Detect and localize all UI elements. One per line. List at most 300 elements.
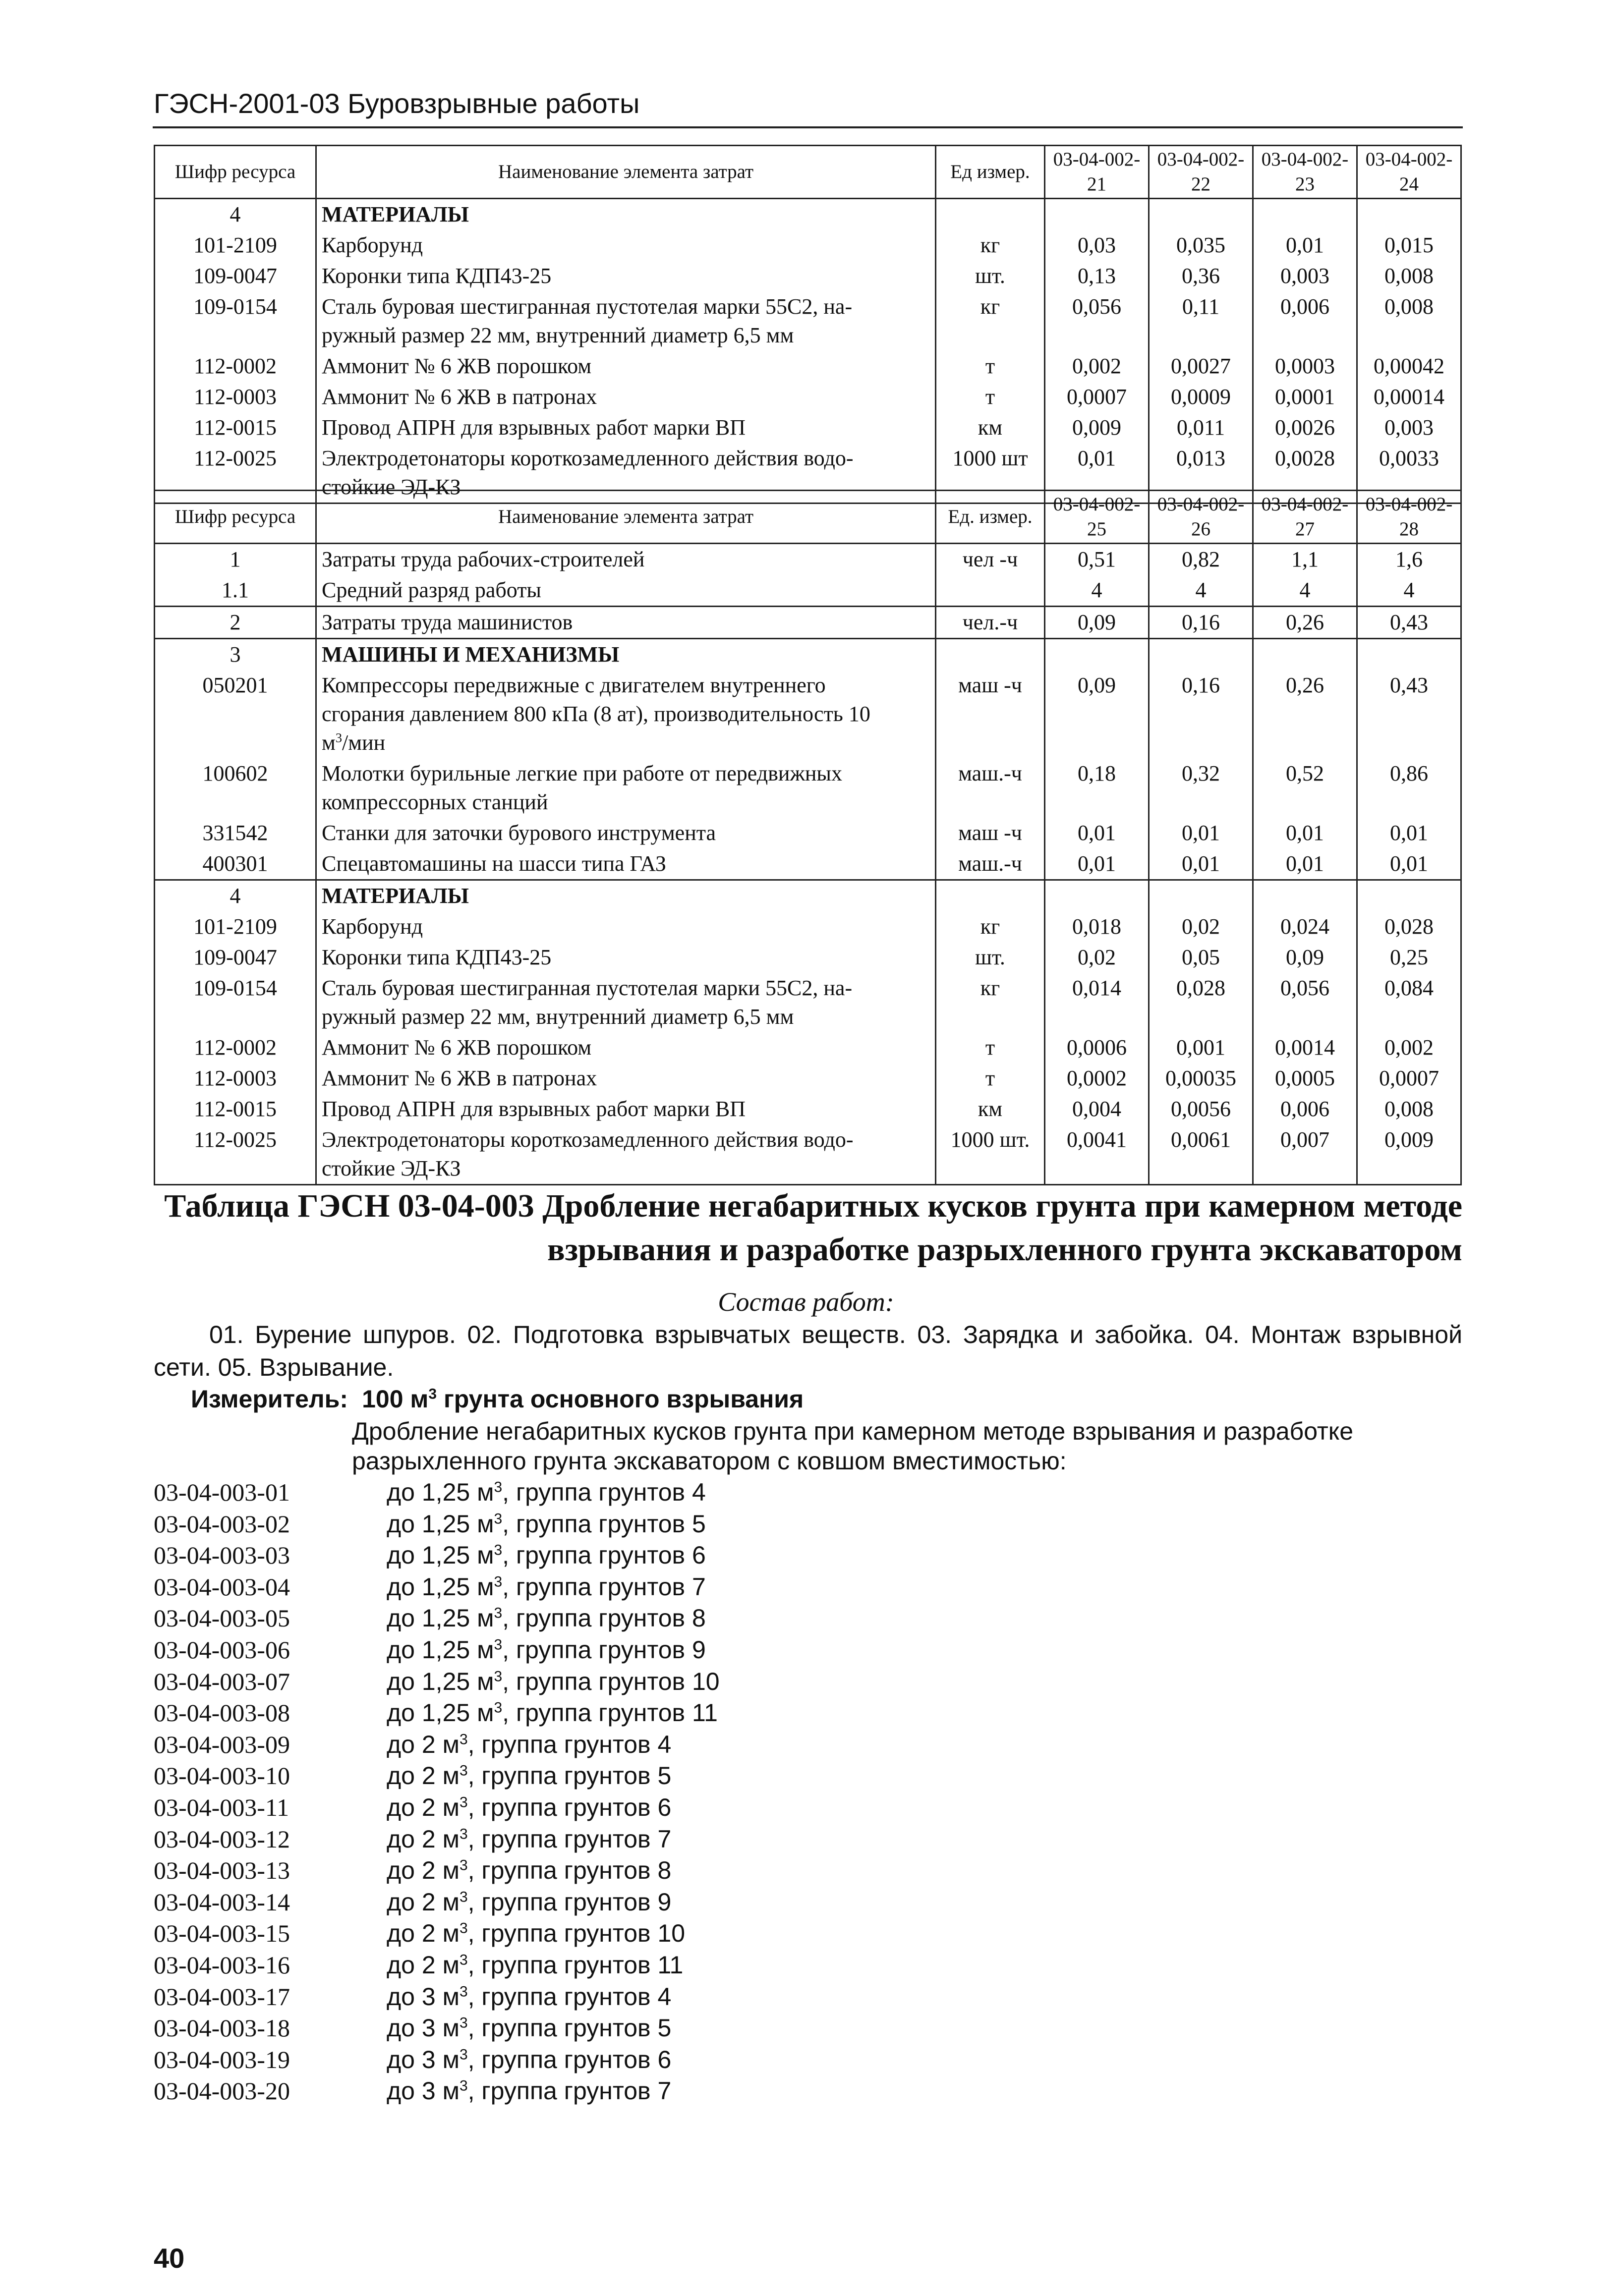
item-description: [387, 1573, 706, 1601]
list-item: [154, 1697, 720, 1729]
table-row: [155, 230, 1461, 261]
resource-code: 109-0154: [155, 973, 316, 1032]
norm-value: 0,013: [1149, 443, 1253, 504]
norm-value: 0,0002: [1045, 1063, 1149, 1094]
norm-value: 0,0001: [1253, 382, 1357, 412]
norm-value: 0,002: [1045, 351, 1149, 382]
norm-value: 0,26: [1253, 670, 1357, 758]
superscript: 3: [459, 2077, 468, 2094]
item-description: [387, 2046, 671, 2073]
item-description-part: до 3 м: [387, 2045, 460, 2073]
section-code: 3: [155, 639, 316, 671]
item-description: [387, 1478, 706, 1506]
norm-value: 0,00014: [1357, 382, 1461, 412]
resource-unit: маш -ч: [936, 670, 1045, 758]
table-row: [155, 973, 1461, 1032]
resource-name-line: сгорания давлением 800 кПа (8 ат), производительность 10: [322, 702, 870, 726]
section-row: [155, 639, 1461, 671]
resource-unit: маш -ч: [936, 818, 1045, 848]
norm-value: 0,01: [1357, 818, 1461, 848]
norm-value: 0,00042: [1357, 351, 1461, 382]
table-row: [155, 942, 1461, 973]
table-row: [155, 1032, 1461, 1063]
resource-name: Коронки типа КДП43-25: [316, 261, 936, 291]
norm-value: 0,015: [1357, 230, 1461, 261]
list-item: [154, 2013, 720, 2044]
item-description-part: , группа грунтов 11: [502, 1699, 718, 1727]
item-description: [387, 1636, 706, 1664]
item-code: 03-04-003-05: [154, 1604, 290, 1632]
norm-value: 0,03: [1045, 230, 1149, 261]
item-description: [387, 2077, 671, 2105]
resource-name: Провод АПРН для взрывных работ марки ВП: [316, 1094, 936, 1124]
superscript: 3: [494, 1542, 503, 1559]
resource-name-line: Сталь буровая шестигранная пустотелая марки 55С2, на-: [322, 294, 853, 319]
norm-items-list: [154, 1477, 720, 2107]
item-code: 03-04-003-18: [154, 2014, 290, 2042]
item-description-part: до 2 м: [387, 1762, 460, 1790]
norm-value: 0,01: [1253, 818, 1357, 848]
norm-value: 0,01: [1045, 848, 1149, 880]
table-title-line: взрывания и разработке разрыхленного грунта экскаватором: [547, 1232, 1462, 1268]
item-description: [387, 1983, 671, 2011]
table-row: [155, 382, 1461, 412]
col-header-name: Наименование элемента затрат: [316, 146, 936, 199]
resource-name: [316, 1124, 936, 1185]
item-description-part: до 1,25 м: [387, 1572, 494, 1601]
norm-value: 0,0061: [1149, 1124, 1253, 1185]
list-item: [154, 1634, 720, 1666]
norm-value: 0,36: [1149, 261, 1253, 291]
resource-code: 109-0154: [155, 291, 316, 351]
superscript: 3: [459, 1794, 468, 1811]
resource-code: 109-0047: [155, 261, 316, 291]
norm-value: 0,26: [1253, 607, 1357, 639]
norm-value: 0,003: [1253, 261, 1357, 291]
list-item: [154, 1824, 720, 1855]
item-description-part: до 1,25 м: [387, 1541, 494, 1569]
item-description-part: до 3 м: [387, 2014, 460, 2042]
norm-value: 0,0003: [1253, 351, 1357, 382]
resource-name: [316, 291, 936, 351]
norm-value: 0,002: [1357, 1032, 1461, 1063]
norm-value: 0,09: [1045, 670, 1149, 758]
norm-value: 0,001: [1149, 1032, 1253, 1063]
norm-value: 0,035: [1149, 230, 1253, 261]
superscript: 3: [459, 1857, 468, 1874]
item-code: 03-04-003-08: [154, 1699, 290, 1727]
norm-value: 0,11: [1149, 291, 1253, 351]
resource-name-line: Электродетонаторы короткозамедленного действия водо-: [322, 446, 854, 470]
norm-value: 0,0033: [1357, 443, 1461, 504]
norm-value: 4: [1357, 575, 1461, 607]
header-rule: [153, 126, 1463, 128]
item-code: 03-04-003-03: [154, 1541, 290, 1569]
resource-name: Станки для заточки бурового инструмента: [316, 818, 936, 848]
norm-value: 0,056: [1045, 291, 1149, 351]
resource-code: 112-0015: [155, 1094, 316, 1124]
norm-value: 0,01: [1045, 818, 1149, 848]
list-item: [154, 1729, 720, 1761]
item-description-part: , группа грунтов 9: [502, 1635, 706, 1664]
item-code: 03-04-003-14: [154, 1888, 290, 1916]
resource-name-line: Компрессоры передвижные с двигателем внутреннего: [322, 673, 826, 697]
composition-heading: Состав работ:: [718, 1287, 894, 1317]
norm-value: 0,09: [1253, 942, 1357, 973]
table-row: [155, 758, 1461, 818]
superscript: 3: [459, 1920, 468, 1937]
table-title: [154, 1184, 1462, 1272]
item-description-part: до 3 м: [387, 2077, 460, 2105]
item-description: [387, 1604, 706, 1632]
item-description-part: , группа грунтов 11: [467, 1951, 684, 1979]
norm-value: 4: [1253, 575, 1357, 607]
meter-value: [362, 1385, 804, 1413]
norm-value: 0,028: [1357, 911, 1461, 942]
norm-value: 0,006: [1253, 1094, 1357, 1124]
resource-unit: маш.-ч: [936, 758, 1045, 818]
superscript: 3: [494, 1510, 503, 1527]
col-header-norm: 03-04-002-22: [1149, 146, 1253, 199]
item-code: 03-04-003-04: [154, 1572, 290, 1601]
resource-name-line: стойкие ЭД-КЗ: [322, 1156, 461, 1180]
resource-unit: шт.: [936, 942, 1045, 973]
norm-value: 0,009: [1045, 412, 1149, 443]
resource-code: 101-2109: [155, 911, 316, 942]
list-item: [154, 1571, 720, 1603]
norm-value: 0,0028: [1253, 443, 1357, 504]
norm-value: 0,028: [1149, 973, 1253, 1032]
norm-value: 4: [1149, 575, 1253, 607]
item-code: 03-04-003-16: [154, 1951, 290, 1979]
item-description: [387, 1793, 671, 1821]
item-description-part: до 2 м: [387, 1825, 460, 1853]
norm-value: 0,01: [1253, 848, 1357, 880]
norm-value: 0,51: [1045, 544, 1149, 575]
item-description-part: , группа грунтов 4: [502, 1478, 706, 1506]
intro-text: Дробление негабаритных кусков грунта при камерном методе взрывания и разработке разрыхленного грунта экскаватором с ковшом вместимостью:: [352, 1417, 1354, 1475]
superscript: 3: [459, 1825, 468, 1842]
list-item: [154, 2044, 720, 2076]
col-header-norm: 03-04-002-21: [1045, 146, 1149, 199]
table-row: [155, 575, 1461, 607]
item-code: 03-04-003-20: [154, 2077, 290, 2105]
item-description-part: , группа грунтов 7: [502, 1572, 706, 1601]
item-description-part: до 2 м: [387, 1856, 460, 1885]
item-code: 03-04-003-10: [154, 1762, 290, 1790]
table-row: [155, 818, 1461, 848]
resource-name-line: стойкие ЭД-КЗ: [322, 475, 461, 499]
item-description-part: до 1,25 м: [387, 1604, 494, 1632]
section-row: [155, 880, 1461, 912]
norm-value: 0,0027: [1149, 351, 1253, 382]
col-header-code: Шифр ресурса: [155, 146, 316, 199]
superscript: 3: [459, 2015, 468, 2031]
norm-value: 0,01: [1149, 848, 1253, 880]
resource-code: 050201: [155, 670, 316, 758]
norm-value: 0,82: [1149, 544, 1253, 575]
superscript: 3: [494, 1636, 503, 1653]
item-description-part: до 3 м: [387, 1982, 460, 2011]
col-header-norm: 03-04-002-27: [1253, 491, 1357, 544]
norm-value: 0,0006: [1045, 1032, 1149, 1063]
resource-code: 2: [155, 607, 316, 639]
item-description-part: до 2 м: [387, 1888, 460, 1916]
item-description: [387, 1825, 671, 1853]
resource-name: Аммонит № 6 ЖВ в патронах: [316, 382, 936, 412]
col-header-unit: Ед. измер.: [936, 491, 1045, 544]
superscript: 3: [459, 2046, 468, 2063]
col-header-norm: 03-04-002-26: [1149, 491, 1253, 544]
norm-value: 0,16: [1149, 670, 1253, 758]
item-description-part: , группа грунтов 7: [467, 2077, 672, 2105]
table-row: [155, 911, 1461, 942]
item-description-part: до 2 м: [387, 1730, 460, 1758]
item-description-part: , группа грунтов 6: [467, 1793, 672, 1821]
list-item: [154, 1950, 720, 1981]
norm-value: 0,0009: [1149, 382, 1253, 412]
norm-value: 0,008: [1357, 261, 1461, 291]
superscript: 3: [459, 1731, 468, 1748]
resource-name: [316, 758, 936, 818]
superscript: 3: [494, 1668, 503, 1684]
section-code: 4: [155, 199, 316, 230]
resource-code: 112-0002: [155, 1032, 316, 1063]
running-head: ГЭСН-2001-03 Буровзрывные работы: [154, 88, 640, 119]
resource-unit: т: [936, 382, 1045, 412]
resource-name: Аммонит № 6 ЖВ порошком: [316, 351, 936, 382]
norm-value: 0,01: [1149, 818, 1253, 848]
item-description-part: , группа грунтов 8: [467, 1856, 672, 1885]
item-description-part: до 2 м: [387, 1919, 460, 1948]
norm-value: 0,43: [1357, 607, 1461, 639]
meter-value-part: грунта основного взрывания: [437, 1385, 804, 1413]
resource-name: Затраты труда машинистов: [316, 607, 936, 639]
superscript: 3: [459, 1983, 468, 2000]
meter-value-part: 100 м: [362, 1385, 429, 1413]
table-header-row: [155, 491, 1461, 544]
section-row: [155, 199, 1461, 230]
resource-code: 112-0025: [155, 1124, 316, 1185]
norm-value: 1,1: [1253, 544, 1357, 575]
item-description-part: до 2 м: [387, 1951, 460, 1979]
resource-unit: чел -ч: [936, 544, 1045, 575]
norm-value: 0,018: [1045, 911, 1149, 942]
item-description: [387, 1510, 706, 1538]
item-description: [387, 1951, 683, 1979]
item-description: [387, 1762, 671, 1790]
page-number: 40: [154, 2242, 185, 2274]
table-row: [155, 607, 1461, 639]
resource-code: 112-0025: [155, 443, 316, 504]
item-description-part: до 1,25 м: [387, 1699, 494, 1727]
section-code: 4: [155, 880, 316, 912]
item-code: 03-04-003-13: [154, 1856, 290, 1885]
resource-unit: кг: [936, 230, 1045, 261]
table-row: [155, 291, 1461, 351]
norm-value: 0,004: [1045, 1094, 1149, 1124]
resource-name-line: Сталь буровая шестигранная пустотелая марки 55С2, на-: [322, 976, 853, 1000]
table-row: [155, 351, 1461, 382]
item-description-part: до 1,25 м: [387, 1667, 494, 1695]
norm-value: 1,6: [1357, 544, 1461, 575]
resource-code: 112-0003: [155, 1063, 316, 1094]
resource-unit: кг: [936, 973, 1045, 1032]
resource-name-line: компрессорных станций: [322, 790, 548, 814]
resource-code: 100602: [155, 758, 316, 818]
col-header-unit: Ед измер.: [936, 146, 1045, 199]
norm-value: 0,009: [1357, 1124, 1461, 1185]
resource-unit: маш.-ч: [936, 848, 1045, 880]
norm-value: 0,0026: [1253, 412, 1357, 443]
norm-value: 0,52: [1253, 758, 1357, 818]
meter-line: [191, 1385, 804, 1413]
item-description-part: , группа грунтов 5: [502, 1510, 706, 1538]
resource-unit: 1000 шт: [936, 443, 1045, 504]
norm-value: 0,0007: [1357, 1063, 1461, 1094]
norm-value: 0,003: [1357, 412, 1461, 443]
item-description-part: , группа грунтов 7: [467, 1825, 672, 1853]
resource-table-2: [154, 490, 1462, 1185]
resource-name: [316, 670, 936, 758]
resource-unit: [936, 575, 1045, 607]
resource-name: Провод АПРН для взрывных работ марки ВП: [316, 412, 936, 443]
resource-code: 331542: [155, 818, 316, 848]
resource-unit: т: [936, 1063, 1045, 1094]
superscript: 3: [428, 1386, 437, 1402]
resource-name-line: Молотки бурильные легкие при работе от передвижных: [322, 761, 842, 785]
item-description-part: , группа грунтов 4: [467, 1982, 672, 2011]
norm-value: 0,01: [1357, 848, 1461, 880]
resource-code: 112-0015: [155, 412, 316, 443]
norm-value: 0,02: [1045, 942, 1149, 973]
resource-unit: шт.: [936, 261, 1045, 291]
norm-value: 0,32: [1149, 758, 1253, 818]
list-item: [154, 1855, 720, 1887]
superscript: 3: [459, 1762, 468, 1779]
resource-name: Средний разряд работы: [316, 575, 936, 607]
resource-unit: км: [936, 412, 1045, 443]
item-description-part: , группа грунтов 6: [502, 1541, 706, 1569]
composition-text: 01. Бурение шпуров. 02. Подготовка взрывчатых веществ. 03. Зарядка и забойка. 04. Монтаж взрывной сети. 05. Взрывание.: [154, 1321, 1462, 1381]
superscript: 3: [494, 1699, 503, 1716]
resource-unit: т: [936, 1032, 1045, 1063]
list-item: [154, 1792, 720, 1824]
resource-code: 1.1: [155, 575, 316, 607]
resource-name: Спецавтомашины на шасси типа ГАЗ: [316, 848, 936, 880]
norm-value: 0,18: [1045, 758, 1149, 818]
norm-value: 0,00035: [1149, 1063, 1253, 1094]
list-item: [154, 1760, 720, 1792]
resource-name: Аммонит № 6 ЖВ в патронах: [316, 1063, 936, 1094]
norm-value: 4: [1045, 575, 1149, 607]
norm-value: 0,05: [1149, 942, 1253, 973]
superscript: 3: [459, 1952, 468, 1968]
resource-name-line: м: [322, 730, 336, 755]
col-header-name: Наименование элемента затрат: [316, 491, 936, 544]
resource-unit: чел.-ч: [936, 607, 1045, 639]
item-description-part: до 1,25 м: [387, 1635, 494, 1664]
meter-label: Измеритель:: [191, 1385, 348, 1413]
section-name: МАШИНЫ И МЕХАНИЗМЫ: [316, 639, 936, 671]
item-code: 03-04-003-01: [154, 1478, 290, 1506]
item-code: 03-04-003-15: [154, 1919, 290, 1948]
item-description-part: , группа грунтов 10: [502, 1667, 720, 1695]
resource-name: [316, 973, 936, 1032]
col-header-norm: 03-04-002-23: [1253, 146, 1357, 199]
table-row: [155, 412, 1461, 443]
item-code: 03-04-003-17: [154, 1982, 290, 2011]
list-item: [154, 1509, 720, 1540]
item-code: 03-04-003-11: [154, 1793, 289, 1821]
section-name: МАТЕРИАЛЫ: [316, 199, 936, 230]
norm-value: 0,084: [1357, 973, 1461, 1032]
item-description: [387, 1699, 718, 1727]
norm-value: 0,0005: [1253, 1063, 1357, 1094]
norm-value: 0,02: [1149, 911, 1253, 942]
list-item: [154, 1887, 720, 1918]
superscript: 3: [494, 1605, 503, 1622]
resource-code: 400301: [155, 848, 316, 880]
resource-code: 109-0047: [155, 942, 316, 973]
item-description: [387, 1541, 706, 1569]
resource-unit: км: [936, 1094, 1045, 1124]
item-code: 03-04-003-12: [154, 1825, 290, 1853]
table-header-row: [155, 146, 1461, 199]
item-description-part: , группа грунтов 9: [467, 1888, 672, 1916]
norm-value: 0,024: [1253, 911, 1357, 942]
norm-value: 0,25: [1357, 942, 1461, 973]
table-row: [155, 544, 1461, 575]
superscript: 3: [494, 1479, 503, 1496]
resource-name-line: ружный размер 22 мм, внутренний диаметр 6,5 мм: [322, 1005, 794, 1029]
item-description-part: до 1,25 м: [387, 1478, 494, 1506]
item-description-part: , группа грунтов 5: [467, 1762, 672, 1790]
norm-value: 0,056: [1253, 973, 1357, 1032]
resource-code: 112-0002: [155, 351, 316, 382]
norm-value: 0,011: [1149, 412, 1253, 443]
resource-unit: кг: [936, 911, 1045, 942]
item-code: 03-04-003-19: [154, 2045, 290, 2073]
col-header-code: Шифр ресурса: [155, 491, 316, 544]
item-description: [387, 2014, 671, 2042]
norm-value: 0,0014: [1253, 1032, 1357, 1063]
item-description: [387, 1856, 671, 1884]
resource-name-line: ружный размер 22 мм, внутренний диаметр 6,5 мм: [322, 323, 794, 347]
norm-value: 0,86: [1357, 758, 1461, 818]
item-description-part: , группа грунтов 8: [502, 1604, 706, 1632]
item-description-part: , группа грунтов 10: [467, 1919, 686, 1948]
item-description: [387, 1919, 685, 1947]
superscript: 3: [335, 730, 343, 745]
resource-name: Карборунд: [316, 911, 936, 942]
item-description: [387, 1888, 671, 1916]
resource-name: Коронки типа КДП43-25: [316, 942, 936, 973]
norm-value: 0,0007: [1045, 382, 1149, 412]
norm-value: 0,16: [1149, 607, 1253, 639]
norm-value: 0,008: [1357, 1094, 1461, 1124]
item-description-part: , группа грунтов 5: [467, 2014, 672, 2042]
table-row: [155, 1124, 1461, 1185]
superscript: 3: [459, 1889, 468, 1905]
norm-value: 0,43: [1357, 670, 1461, 758]
col-header-norm: 03-04-002-28: [1357, 491, 1461, 544]
item-description: [387, 1731, 671, 1758]
norm-value: 0,0056: [1149, 1094, 1253, 1124]
resource-table-1: [154, 145, 1462, 504]
norm-value: 0,007: [1253, 1124, 1357, 1185]
item-code: 03-04-003-09: [154, 1730, 290, 1758]
